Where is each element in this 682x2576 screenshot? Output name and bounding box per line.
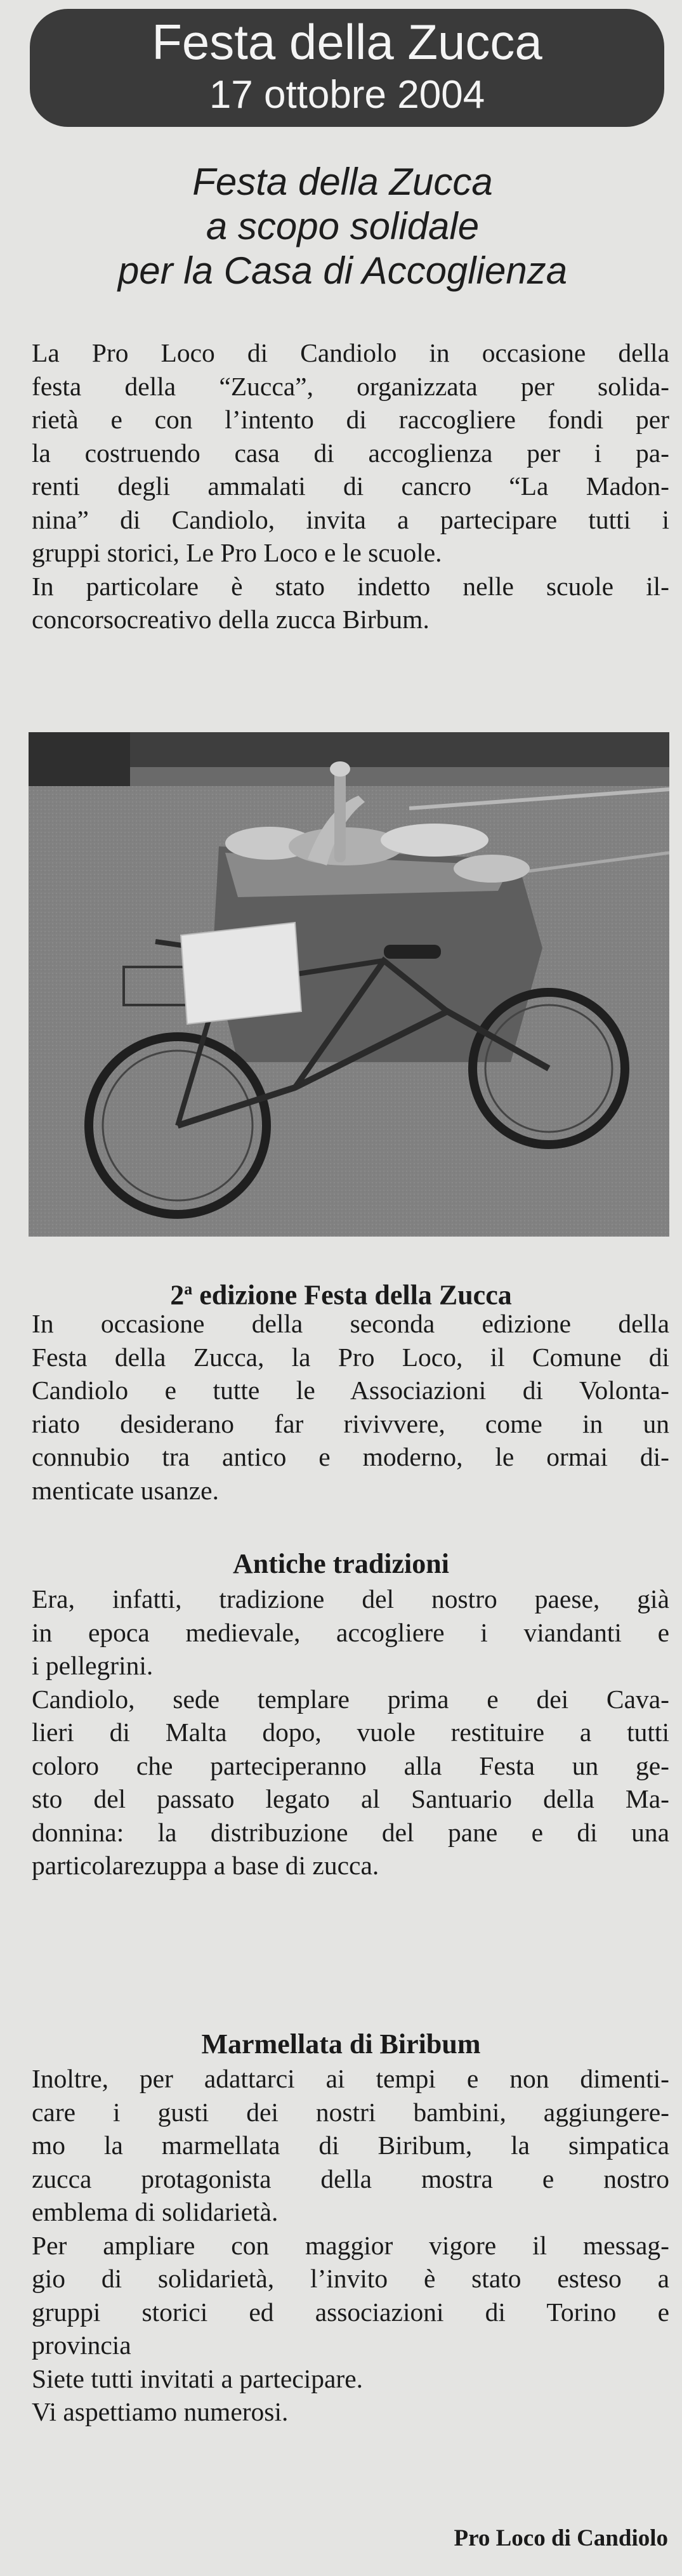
text-line: La Pro Loco di Candiolo in occasione della — [32, 338, 669, 367]
text-line: Candiolo e tutte le Associazioni di Volonta- — [32, 1376, 669, 1405]
text-line: renti degli ammalati di cancro “La Madon- — [32, 471, 669, 501]
heading-text: edizione Festa della Zucca — [192, 1279, 512, 1311]
text-line: Inoltre, per adattarci ai tempi e non dimenti- — [32, 2064, 669, 2093]
text-line: rietà e con l’intento di raccogliere fondi per — [32, 405, 669, 434]
text-line: Festa della Zucca, la Pro Loco, il Comune di — [32, 1342, 669, 1372]
text-line: coloro che parteciperanno alla Festa un ge- — [32, 1751, 669, 1780]
heading-superscript: a — [184, 1280, 193, 1298]
text-line: gruppi storici ed associazioni di Torino e — [32, 2297, 669, 2327]
section-heading-traditions: Antiche tradizioni — [233, 1548, 449, 1579]
text-line: riato desiderano far rivivvere, come in un — [32, 1409, 669, 1438]
headline-line: a scopo solidale — [206, 205, 480, 247]
text-line: lieri di Malta dopo, vuole restituire a tutti — [32, 1718, 669, 1747]
text-line: menticate usanze. — [32, 1475, 219, 1505]
text-line: Vi aspettiamo numerosi. — [32, 2397, 289, 2426]
text-line: zucca protagonista della mostra e nostro — [32, 2164, 669, 2193]
text-line: concorsocreativo della zucca Birbum. — [32, 605, 430, 634]
title-banner — [30, 9, 664, 127]
text-line: gio di solidarietà, l’invito è stato esteso a — [32, 2264, 669, 2293]
text-line: sto del passato legato al Santuario della Ma- — [32, 1784, 669, 1813]
text-line: mo la marmellata di Biribum, la simpatica — [32, 2131, 669, 2160]
section-traditions-body — [32, 1582, 669, 1883]
text-line: particolarezuppa a base di zucca. — [32, 1851, 379, 1880]
headline-line: Festa della Zucca — [192, 161, 493, 203]
text-line: i pellegrini. — [32, 1651, 154, 1680]
bicycle-photo — [29, 732, 669, 1237]
banner-date: 17 ottobre 2004 — [209, 73, 485, 117]
text-line: nina” di Candiolo, invita a partecipare tutti i — [32, 504, 669, 534]
text-line: Per ampliare con maggior vigore il messag- — [32, 2230, 669, 2260]
text-line: Era, infatti, tradizione del nostro paese, già — [32, 1584, 669, 1613]
section-marmalade-body — [32, 2062, 669, 2429]
headline-line: per la Casa di Accoglienza — [117, 249, 568, 292]
text-line: care i gusti dei nostri bambini, aggiungere- — [32, 2097, 669, 2127]
text-line: donnina: la distribuzione del pane e di una — [32, 1817, 669, 1847]
text-line: gruppi storici, Le Pro Loco e le scuole. — [32, 538, 442, 567]
text-line: la costruendo casa di accoglienza per i pa- — [32, 438, 669, 468]
text-line: festa della “Zucca”, organizzata per solida- — [32, 371, 669, 401]
text-line: In particolare è stato indetto nelle scuole il- — [32, 571, 669, 601]
text-line: In occasione della seconda edizione della — [32, 1309, 669, 1338]
text-line: provincia — [32, 2330, 131, 2360]
text-line: emblema di solidarietà. — [32, 2197, 279, 2226]
section-heading-marmalade: Marmellata di Biribum — [201, 2028, 481, 2060]
text-line: in epoca medievale, accogliere i viandanti e — [32, 1617, 669, 1647]
text-line: connubio tra antico e moderno, le ormai di- — [32, 1442, 669, 1471]
intro-paragraph — [32, 336, 669, 636]
heading-number: 2 — [170, 1279, 185, 1311]
text-line: Siete tutti invitati a partecipare. — [32, 2363, 364, 2393]
author-signature: Pro Loco di Candiolo — [454, 2525, 668, 2551]
banner-title: Festa della Zucca — [152, 14, 542, 70]
article-headline — [38, 160, 647, 293]
bicycle-illustration — [29, 732, 669, 1237]
section-2nd-edition-body — [32, 1307, 669, 1507]
text-line: Candiolo, sede templare prima e dei Cava- — [32, 1684, 669, 1714]
